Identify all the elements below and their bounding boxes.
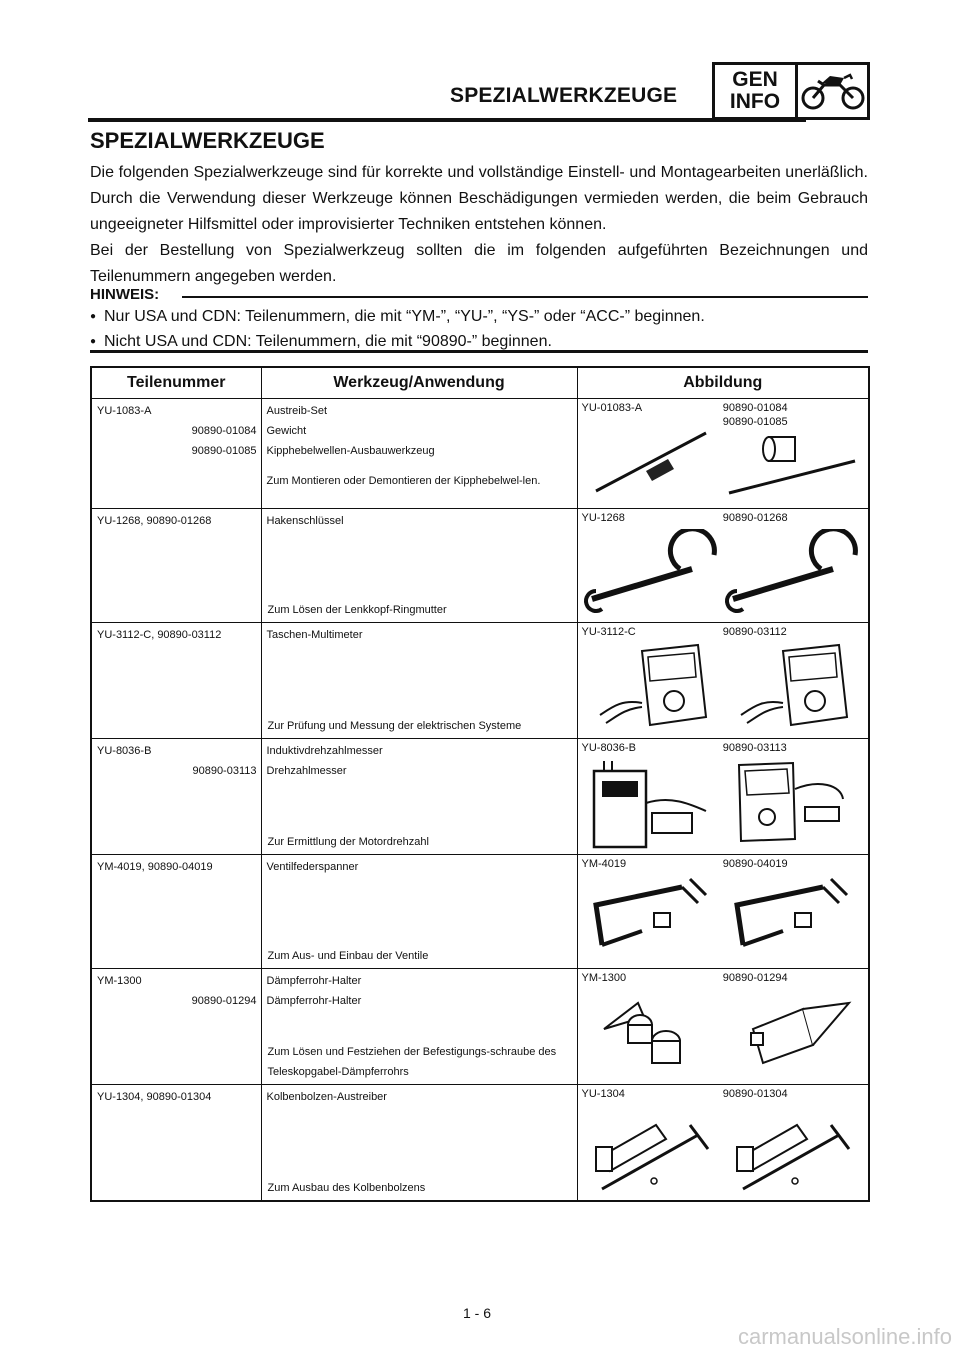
valve-spring-compressor-icon — [723, 875, 863, 955]
image-label: YU-8036-B — [581, 742, 636, 754]
tachometer-icon — [582, 759, 722, 849]
special-tools-table — [90, 366, 870, 1202]
image-cell — [577, 855, 869, 969]
hinweis-bottom-rule — [90, 350, 868, 353]
tool-name: Dämpferrohr-Halter — [266, 975, 362, 987]
image-label: YM-1300 — [581, 972, 627, 984]
header-rule — [88, 118, 806, 122]
image-label: 90890-04019 — [722, 858, 788, 870]
tool-cell — [261, 399, 577, 509]
tool-name: Dämpferrohr-Halter — [266, 995, 362, 1007]
table-row — [91, 399, 869, 509]
image-cell — [577, 739, 869, 855]
piston-pin-puller-icon — [723, 1105, 863, 1193]
image-label: 90890-03112 — [722, 626, 787, 638]
part-number-cell — [91, 623, 261, 739]
part-number: YU-3112-C, 90890-03112 — [97, 629, 222, 641]
header-title: SPEZIALWERKZEUGE — [450, 84, 678, 107]
part-number: YM-4019, 90890-04019 — [97, 861, 213, 873]
damper-holder-set-icon — [582, 989, 722, 1077]
tool-cell — [261, 1085, 577, 1201]
table-row — [91, 969, 869, 1085]
header-teilenummer: Teilenummer — [91, 367, 261, 399]
tool-name: Gewicht — [266, 425, 307, 437]
tool-usage: Zur Ermittlung der Motordrehzahl — [267, 836, 429, 848]
part-number: YM-1300 — [97, 975, 142, 987]
intro-text — [90, 160, 868, 290]
multimeter-icon — [582, 643, 722, 731]
motorcycle-icon — [798, 65, 867, 117]
image-cell — [577, 623, 869, 739]
part-number-cell — [91, 509, 261, 623]
image-cell — [577, 969, 869, 1085]
image-label: 90890-01268 — [722, 512, 788, 524]
part-number-sub: 90890-01084 — [191, 425, 257, 437]
tool-cell — [261, 969, 577, 1085]
image-label: YU-3112-C — [581, 626, 636, 638]
tool-cell — [261, 739, 577, 855]
tool-name: Austreib-Set — [266, 405, 328, 417]
image-label: YU-1268 — [581, 512, 625, 524]
tool-cell — [261, 623, 577, 739]
tool-name: Kipphebelwellen-Ausbauwerkzeug — [266, 445, 435, 457]
weight-rod-icon — [723, 433, 863, 499]
watermark: carmanualsonline.info — [737, 1324, 952, 1349]
page-number: 1 - 6 — [463, 1305, 492, 1321]
part-number-cell — [91, 855, 261, 969]
hinweis-rule — [182, 296, 868, 298]
table-header-row — [91, 367, 869, 399]
tool-name: Taschen-Multimeter — [266, 629, 363, 641]
table-row — [91, 739, 869, 855]
tool-cell — [261, 855, 577, 969]
badge-info: INFO — [729, 90, 781, 113]
image-cell — [577, 1085, 869, 1201]
tool-name: Drehzahlmesser — [266, 765, 347, 777]
tool-usage: Zum Aus- und Einbau der Ventile — [267, 950, 429, 962]
part-number-cell — [91, 399, 261, 509]
tool-usage: Zur Prüfung und Messung der elektrischen Systeme — [267, 720, 522, 732]
part-number-cell — [91, 1085, 261, 1201]
gen-info-text — [715, 65, 798, 117]
table-row — [91, 623, 869, 739]
image-label: YM-4019 — [581, 858, 627, 870]
part-number: YU-8036-B — [97, 745, 152, 757]
part-number-sub: 90890-01085 — [191, 445, 257, 457]
image-label: 90890-01294 — [722, 972, 788, 984]
tool-usage: Zum Lösen der Lenkkopf-Ringmutter — [267, 604, 447, 616]
valve-spring-compressor-icon — [582, 875, 722, 955]
tool-name: Kolbenbolzen-Austreiber — [266, 1091, 387, 1103]
image-label: YU-01083-A — [581, 402, 643, 414]
table-row — [91, 509, 869, 623]
header-abbildung: Abbildung — [577, 367, 869, 399]
image-cell — [577, 399, 869, 509]
hinweis-list — [90, 304, 705, 354]
damper-holder-icon — [723, 989, 863, 1077]
tool-cell — [261, 509, 577, 623]
part-number: YU-1268, 90890-01268 — [97, 515, 212, 527]
table-row — [91, 1085, 869, 1201]
intro-paragraph-1: Die folgenden Spezialwerkzeuge sind für korrekte und vollständige Einstell- und Montagearbeiten unerläßlich. Durch die Verwendung dieser Werkzeuge können Beschädigungen vermieden werden, die beim Gebrauch ungeeigneter Hilfsmittel oder improvisierter Techniken entstehen können. — [90, 164, 868, 233]
part-number-cell — [91, 739, 261, 855]
hinweis-item-non-usa: ● Nicht USA und CDN: Teilenummern, die mit “90890-” beginnen. — [90, 329, 705, 354]
page-title: SPEZIALWERKZEUGE — [90, 128, 325, 153]
tool-name: Ventilfederspanner — [266, 861, 359, 873]
image-label: 90890-03113 — [722, 742, 787, 754]
header-werkzeug: Werkzeug/Anwendung — [261, 367, 577, 399]
hinweis-item-usa: ● Nur USA und CDN: Teilenummern, die mit “YM-”, “YU-”, “YS-” oder “ACC-” beginnen. — [90, 304, 705, 329]
image-cell — [577, 509, 869, 623]
piston-pin-puller-icon — [582, 1105, 722, 1193]
tool-usage: Zum Ausbau des Kolbenbolzens — [267, 1181, 426, 1194]
gen-info-badge — [712, 62, 870, 120]
intro-paragraph-2: Bei der Bestellung von Spezialwerkzeug sollten die im folgenden aufgeführten Bezeichnungen und Teilenummern angegeben werden. — [90, 242, 868, 285]
hook-wrench-icon — [723, 529, 863, 615]
analog-tachometer-icon — [723, 759, 863, 847]
table-row — [91, 855, 869, 969]
image-label: 90890-01085 — [722, 416, 788, 428]
hinweis-label: HINWEIS: — [90, 286, 160, 303]
rod-tool-icon — [582, 419, 722, 499]
tool-usage: Zum Montieren oder Demontieren der Kipphebelwel-len. — [266, 475, 541, 487]
tool-usage: Zum Lösen und Festziehen der Befestigungs-schraube des Teleskopgabel-Dämpferrohrs — [267, 1046, 557, 1078]
tool-name: Induktivdrehzahlmesser — [266, 745, 383, 757]
multimeter-icon — [723, 643, 863, 731]
image-label: 90890-01304 — [722, 1088, 788, 1100]
part-number: YU-1083-A — [97, 405, 152, 417]
part-number-cell — [91, 969, 261, 1085]
tool-name: Hakenschlüssel — [266, 515, 344, 527]
hook-wrench-icon — [582, 529, 722, 615]
part-number-sub: 90890-01294 — [191, 995, 257, 1007]
part-number: YU-1304, 90890-01304 — [97, 1091, 212, 1103]
image-label: 90890-01084 — [722, 402, 788, 414]
badge-gen: GEN — [732, 68, 778, 91]
image-label: YU-1304 — [581, 1088, 625, 1100]
part-number-sub: 90890-03113 — [192, 765, 257, 777]
